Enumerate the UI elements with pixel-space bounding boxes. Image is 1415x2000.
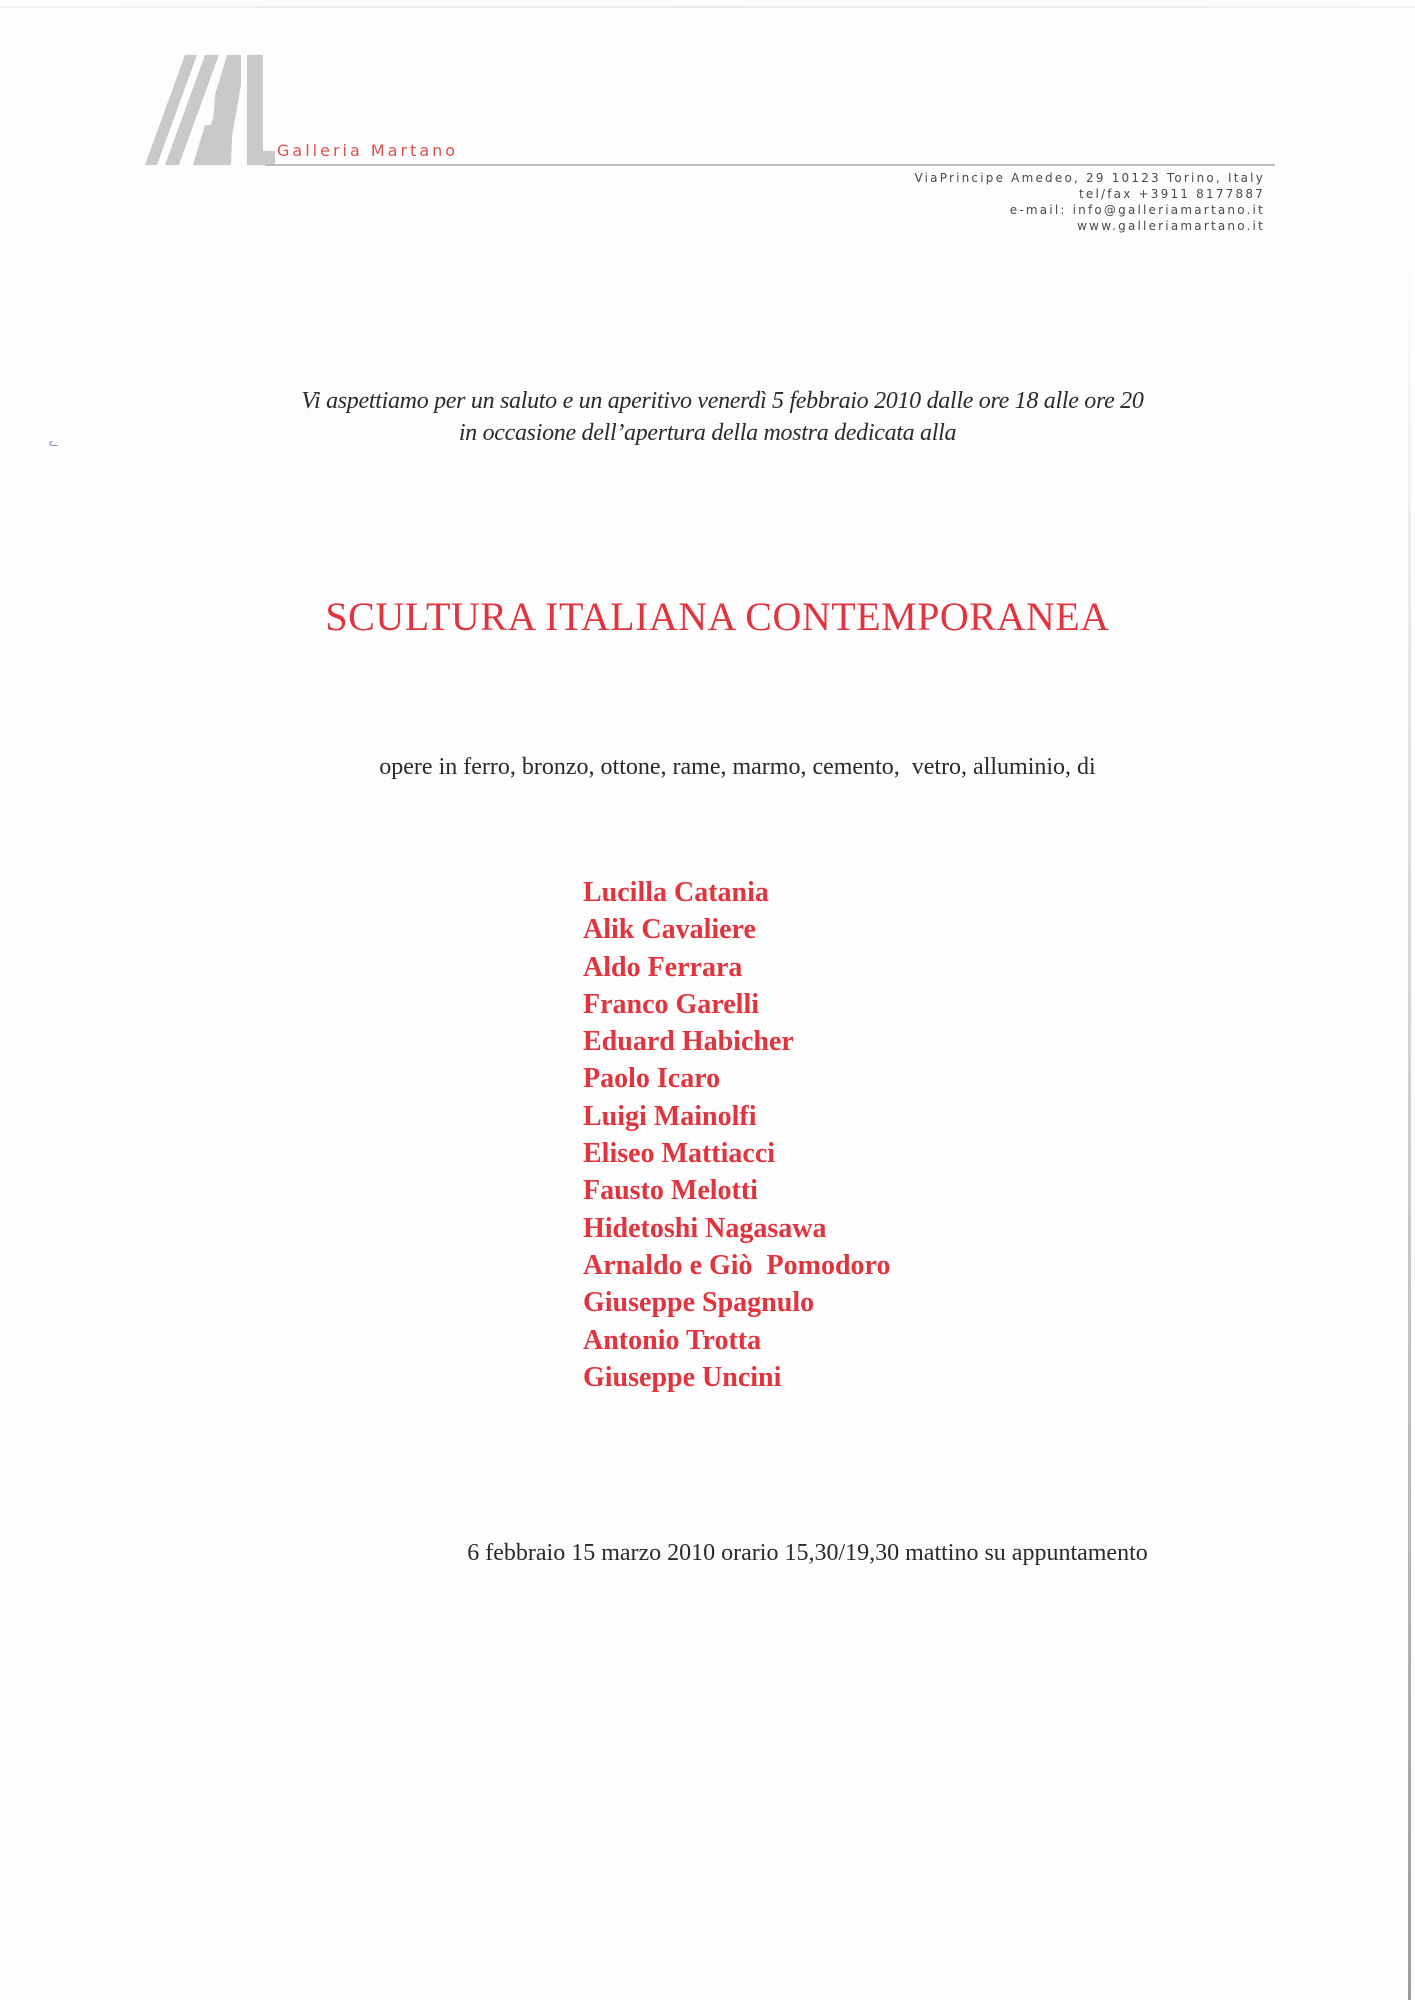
artist-name: Fausto Melotti bbox=[583, 1175, 758, 1207]
artist-name: Aldo Ferrara bbox=[583, 951, 743, 983]
artist-name: Giuseppe Uncini bbox=[583, 1361, 782, 1393]
contact-address: ViaPrincipe Amedeo, 29 10123 Torino, Italy bbox=[914, 171, 1265, 185]
artist-list bbox=[583, 874, 890, 1396]
artist-name: Arnaldo e Giò Pomodoro bbox=[583, 1249, 891, 1281]
scan-artifact-mark: ᓚ bbox=[49, 436, 59, 449]
letterhead-divider bbox=[265, 164, 1275, 166]
exhibition-title: SCULTURA ITALIANA CONTEMPORANEA bbox=[325, 593, 1110, 639]
artist-name: Hidetoshi Nagasawa bbox=[583, 1212, 827, 1244]
artist-name: Paolo Icaro bbox=[583, 1063, 721, 1095]
exhibition-schedule: 6 febbraio 15 marzo 2010 orario 15,30/19,30 mattino su appuntamento bbox=[467, 1540, 1148, 1566]
artist-name: Franco Garelli bbox=[583, 988, 759, 1020]
contact-phone: tel/fax +3911 8177887 bbox=[1078, 187, 1265, 201]
brand-name: Galleria Martano bbox=[277, 141, 459, 160]
artist-name: Antonio Trotta bbox=[583, 1324, 762, 1356]
artist-name: Eliseo Mattiacci bbox=[583, 1138, 776, 1170]
artist-name: Giuseppe Spagnulo bbox=[583, 1287, 815, 1319]
intro-line-2: in occasione dell’apertura della mostra dedicata alla bbox=[458, 420, 957, 446]
contact-email: e-mail: info@galleriamartano.it bbox=[1009, 203, 1265, 217]
artist-name: Lucilla Catania bbox=[583, 877, 769, 908]
artist-name: Eduard Habicher bbox=[583, 1026, 794, 1058]
gallery-mm-monogram-icon bbox=[135, 55, 275, 165]
contact-website: www.galleriamartano.it bbox=[1077, 219, 1265, 233]
page-edge-top bbox=[0, 6, 1415, 8]
materials-line: opere in ferro, bronzo, ottone, rame, marmo, cemento, vetro, alluminio, di bbox=[379, 754, 1096, 780]
artist-name: Alik Cavaliere bbox=[583, 914, 756, 946]
invitation-intro bbox=[0, 385, 1415, 449]
artist-name: Luigi Mainolfi bbox=[583, 1100, 757, 1132]
intro-line-1: Vi aspettiamo per un saluto e un aperitivo venerdì 5 febbraio 2010 dalle ore 18 alle ore 20 bbox=[301, 388, 1144, 414]
contact-block bbox=[914, 170, 1265, 234]
page-edge-right-shadow bbox=[1408, 240, 1411, 2000]
